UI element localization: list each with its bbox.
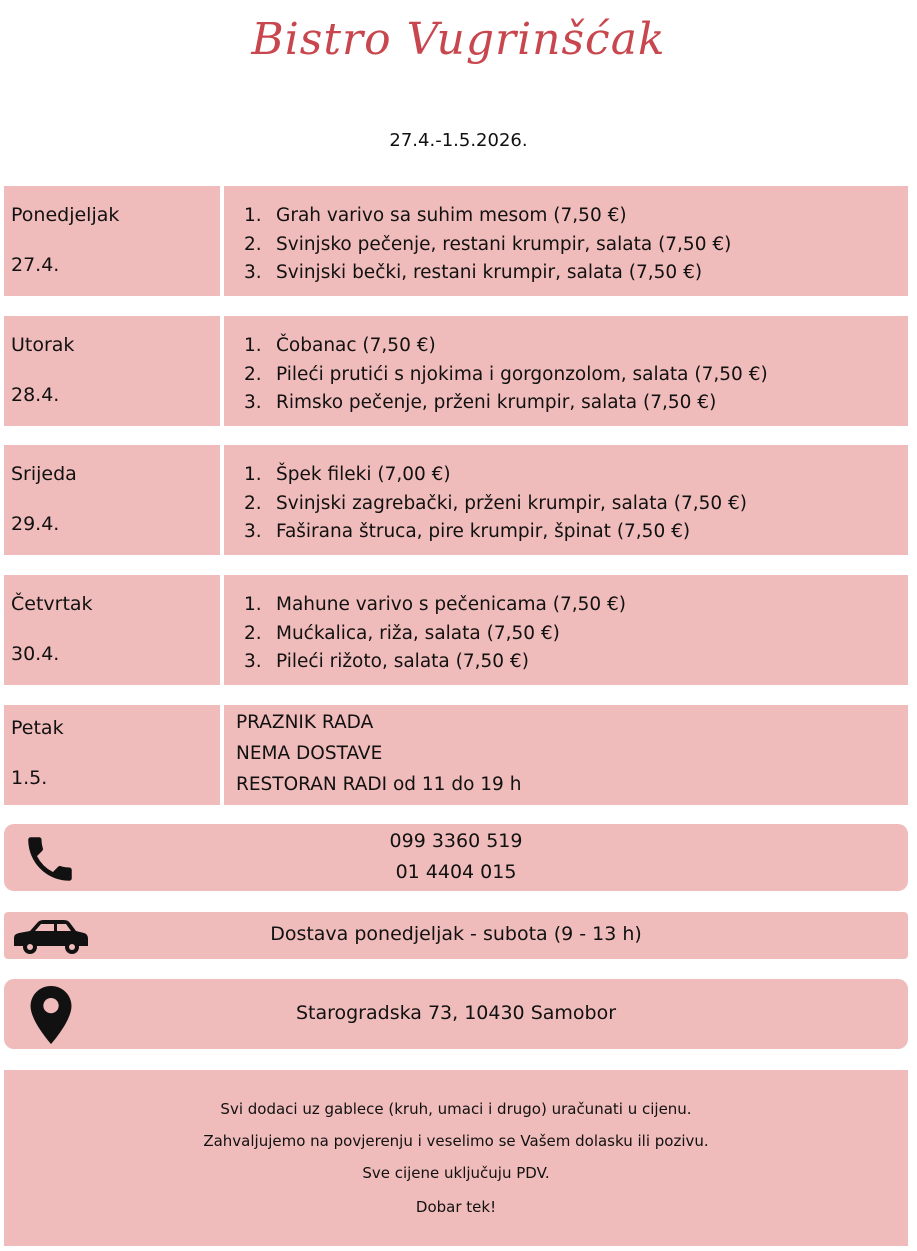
day-date: 30.4. <box>11 643 60 665</box>
menu-item-number: 3. <box>244 262 262 283</box>
menu-item-text: Grah varivo sa suhim mesom (7,50 €) <box>276 205 627 226</box>
menu-item <box>244 490 747 519</box>
menu-item <box>244 389 768 418</box>
menu-list <box>244 591 626 677</box>
footer-notes <box>4 1070 908 1246</box>
menu-cell <box>224 186 908 296</box>
menu-item <box>244 518 747 547</box>
address-bar <box>4 979 908 1049</box>
menu-item-number: 1. <box>244 205 262 226</box>
phone-number[interactable]: 099 3360 519 <box>389 830 523 852</box>
menu-item-number: 1. <box>244 594 262 615</box>
menu-item-text: Mahune varivo s pečenicama (7,50 €) <box>276 594 627 615</box>
day-row-wednesday <box>4 445 908 555</box>
restaurant-address[interactable]: Starogradska 73, 10430 Samobor <box>295 1002 617 1024</box>
menu-item-text: Mućkalica, riža, salata (7,50 €) <box>276 622 560 644</box>
day-name: Petak <box>11 717 64 739</box>
notice-line: RESTORAN RADI od 11 do 19 h <box>236 774 522 795</box>
menu-item-number: 3. <box>244 392 262 413</box>
day-date: 27.4. <box>11 254 60 276</box>
menu-list <box>244 332 768 418</box>
menu-list <box>244 202 731 288</box>
day-name: Srijeda <box>11 463 77 485</box>
day-cell <box>4 575 220 685</box>
menu-item-number: 1. <box>244 335 262 356</box>
day-name: Utorak <box>11 334 75 356</box>
delivery-hours: Dostava ponedjeljak - subota (9 - 13 h) <box>270 923 642 945</box>
menu-item-number: 2. <box>244 492 262 514</box>
menu-cell <box>224 705 908 805</box>
menu-item <box>244 259 731 288</box>
menu-item-number: 2. <box>244 622 262 644</box>
day-cell <box>4 705 220 805</box>
day-cell <box>4 186 220 296</box>
phone-number[interactable]: 01 4404 015 <box>395 861 517 883</box>
menu-cell <box>224 445 908 555</box>
notice-line: NEMA DOSTAVE <box>236 743 383 764</box>
day-row-friday <box>4 705 908 805</box>
notice-line: PRAZNIK RADA <box>236 712 374 733</box>
menu-list <box>244 461 747 547</box>
week-dates: 27.4.-1.5.2026. <box>389 130 528 151</box>
menu-item-text: Špek fileki (7,00 €) <box>276 464 451 485</box>
menu-item-number: 2. <box>244 233 262 255</box>
menu-item-number: 1. <box>244 464 262 485</box>
menu-cell <box>224 316 908 426</box>
delivery-bar <box>4 912 908 959</box>
menu-item-number: 3. <box>244 651 262 672</box>
footer-line: Dobar tek! <box>415 1198 497 1216</box>
menu-item <box>244 461 747 490</box>
restaurant-title: Bistro Vugrinšćak <box>251 14 666 65</box>
menu-item-text: Svinjsko pečenje, restani krumpir, salata (7,50 €) <box>276 233 732 255</box>
menu-item-text: Rimsko pečenje, prženi krumpir, salata (7,50 €) <box>276 392 717 413</box>
menu-item <box>244 202 731 231</box>
menu-item-text: Pileći rižoto, salata (7,50 €) <box>276 651 529 672</box>
footer-line: Zahvaljujemo na povjerenju i veselimo se Vašem dolasku ili pozivu. <box>203 1132 709 1150</box>
day-name: Četvrtak <box>11 593 93 615</box>
menu-cell <box>224 575 908 685</box>
day-name: Ponedjeljak <box>11 204 120 226</box>
footer-line: Sve cijene uključuju PDV. <box>362 1164 550 1182</box>
day-cell <box>4 316 220 426</box>
menu-item <box>244 591 626 620</box>
holiday-notice <box>236 707 521 800</box>
menu-item-number: 3. <box>244 521 262 542</box>
phone-bar <box>4 824 908 891</box>
menu-item-text: Svinjski zagrebački, prženi krumpir, salata (7,50 €) <box>276 492 748 514</box>
footer-line: Svi dodaci uz gablece (kruh, umaci i drugo) uračunati u cijenu. <box>220 1100 692 1118</box>
day-row-thursday <box>4 575 908 685</box>
day-date: 1.5. <box>11 767 48 789</box>
menu-item-text: Čobanac (7,50 €) <box>276 335 436 356</box>
menu-item <box>244 231 731 260</box>
menu-item <box>244 620 626 649</box>
menu-item-text: Pileći prutići s njokima i gorgonzolom, salata (7,50 €) <box>276 363 768 385</box>
menu-item-number: 2. <box>244 363 262 385</box>
menu-item <box>244 361 768 390</box>
menu-item-text: Svinjski bečki, restani krumpir, salata (7,50 €) <box>276 262 703 283</box>
day-row-monday <box>4 186 908 296</box>
day-date: 29.4. <box>11 513 60 535</box>
menu-item-text: Faširana štruca, pire krumpir, špinat (7,50 €) <box>276 521 691 542</box>
day-row-tuesday <box>4 316 908 426</box>
day-date: 28.4. <box>11 384 60 406</box>
menu-item <box>244 648 626 677</box>
day-cell <box>4 445 220 555</box>
menu-item <box>244 332 768 361</box>
